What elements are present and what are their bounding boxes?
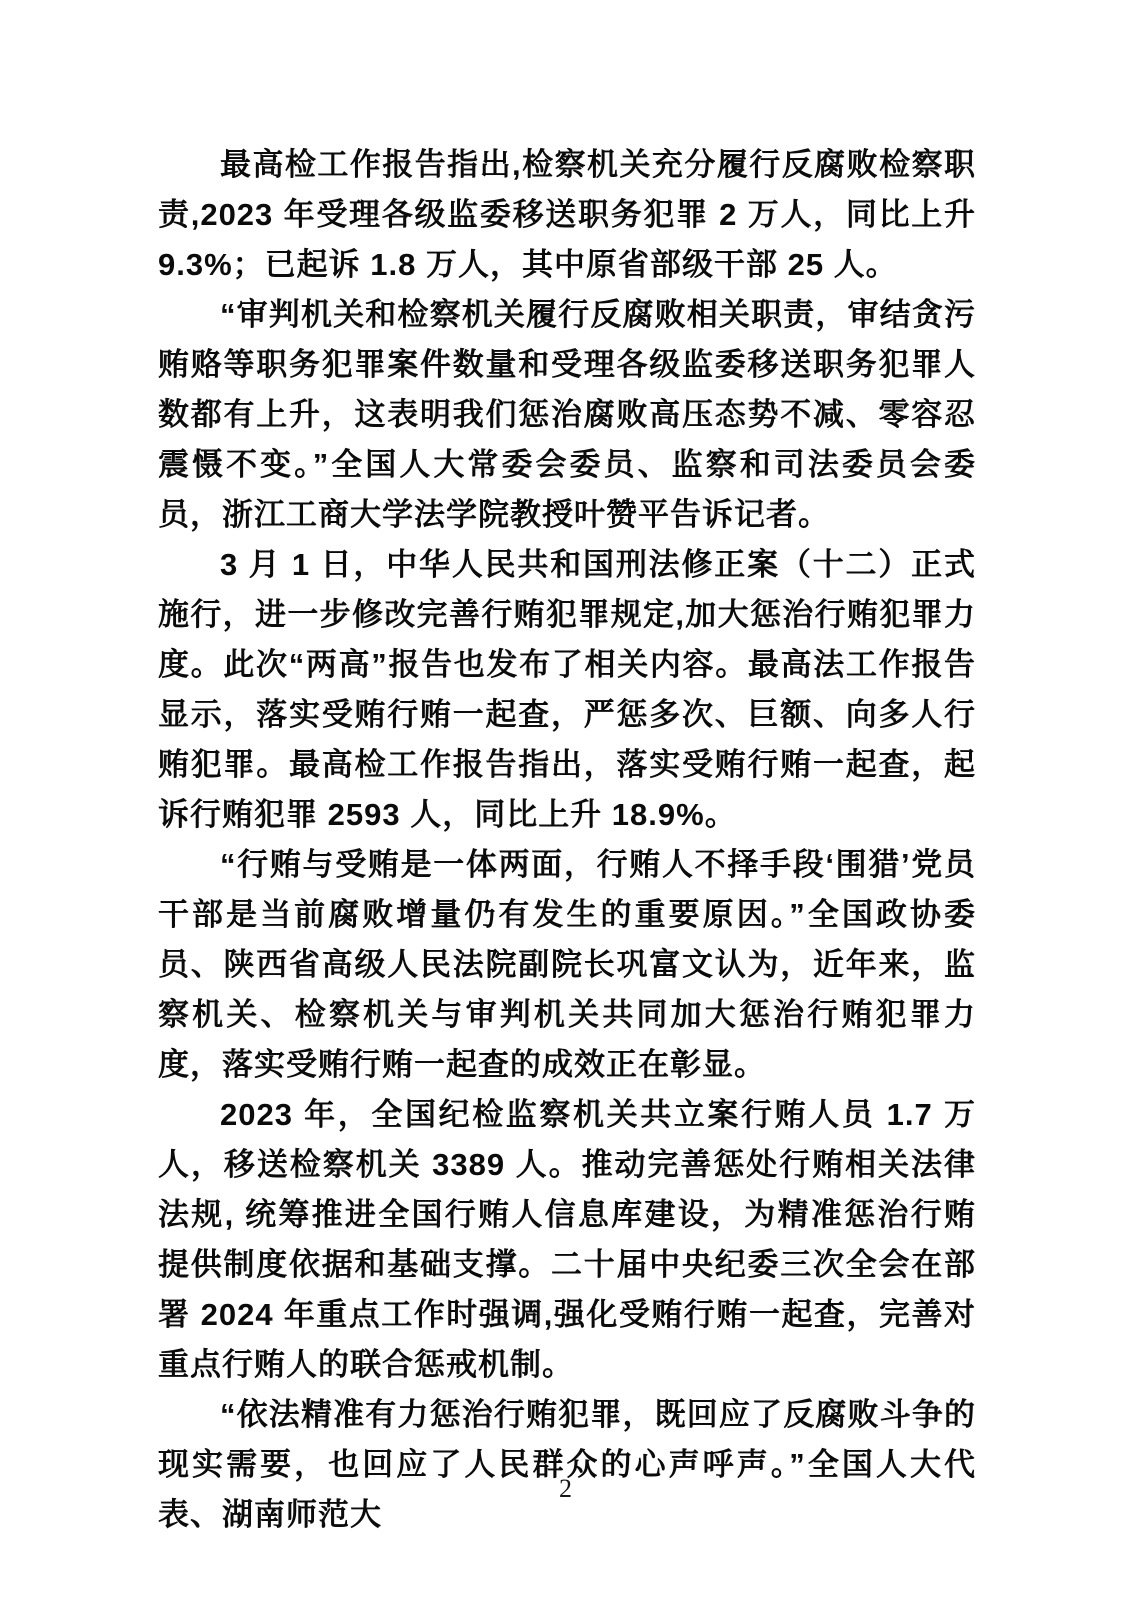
paragraph-3: 3 月 1 日，中华人民共和国刑法修正案（十二）正式施行，进一步修改完善行贿犯罪规定,加大惩治行贿犯罪力度。此次“两高”报告也发布了相关内容。最高法工作报告显示，落实受贿行贿一起查，严惩多次、巨额、向多人行贿犯罪。最高检工作报告指出，落实受贿行贿一起查，起诉行贿犯罪 2593 人，同比上升 18.9%。 xyxy=(158,547,976,832)
paragraph-2: “审判机关和检察机关履行反腐败相关职责，审结贪污贿赂等职务犯罪案件数量和受理各级监委移送职务犯罪人数都有上升，这表明我们惩治腐败高压态势不减、零容忍震慑不变。”全国人大常委会委员、监察和司法委员会委员，浙江工商大学法学院教授叶赞平告诉记者。 xyxy=(158,297,976,532)
paragraph-5: 2023 年，全国纪检监察机关共立案行贿人员 1.7 万人，移送检察机关 3389 人。推动完善惩处行贿相关法律法规, 统筹推进全国行贿人信息库建设，为精准惩治行贿提供制度依据和基础支撑。二十届中央纪委三次全会在部署 2024 年重点工作时强调,强化受贿行贿一起查，完善对重点行贿人的联合惩戒机制。 xyxy=(158,1097,976,1382)
page-number: 2 xyxy=(559,1474,572,1503)
paragraph-6: “依法精准有力惩治行贿犯罪，既回应了反腐败斗争的现实需要，也回应了人民群众的心声呼声。”全国人大代表、湖南师范大 xyxy=(158,1397,976,1532)
paragraph-1: 最高检工作报告指出,检察机关充分履行反腐败检察职责,2023 年受理各级监委移送职务犯罪 2 万人，同比上升 9.3%；已起诉 1.8 万人，其中原省部级干部 25 人。 xyxy=(158,147,976,282)
paragraph-4: “行贿与受贿是一体两面，行贿人不择手段‘围猎’党员干部是当前腐败增量仍有发生的重要原因。”全国政协委员、陕西省高级人民法院副院长巩富文认为，近年来，监察机关、检察机关与审判机关共同加大惩治行贿犯罪力度，落实受贿行贿一起查的成效正在彰显。 xyxy=(158,847,976,1082)
page-footer xyxy=(0,1474,1131,1504)
document-body xyxy=(158,140,976,1540)
